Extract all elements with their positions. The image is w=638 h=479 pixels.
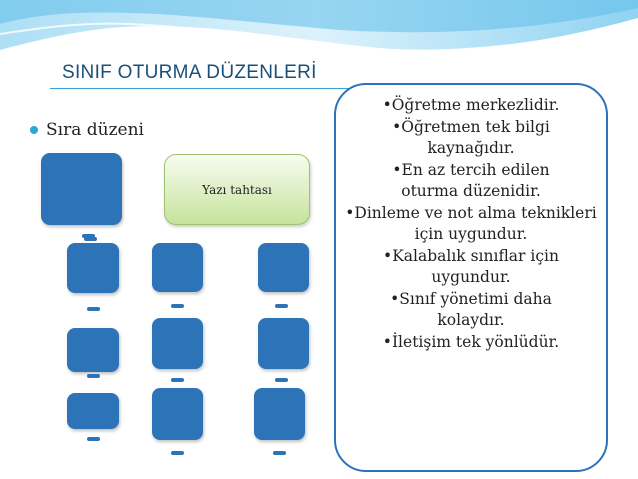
chair: [275, 304, 288, 308]
slide-title: SINIF OTURMA DÜZENLERİ: [62, 62, 317, 83]
student-desk: [67, 328, 119, 372]
note-item: •Öğretmen tek bilgi kaynağıdır.: [392, 117, 550, 157]
student-desk: [152, 318, 203, 369]
student-desk: [254, 388, 305, 440]
bullet-text: Sıra düzeni: [46, 120, 144, 140]
student-desk: [152, 243, 203, 292]
bullet-dot-icon: [30, 126, 38, 134]
chair: [273, 451, 286, 455]
note-item: •Kalabalık sınıflar için uygundur.: [383, 246, 559, 286]
chair: [171, 378, 184, 382]
notes-list: [338, 95, 604, 353]
chair: [87, 437, 100, 441]
notes-box: [334, 83, 608, 472]
bullet-item: [30, 120, 144, 140]
student-desk: [258, 243, 309, 292]
title-underline: [50, 88, 368, 89]
chair: [171, 304, 184, 308]
chair: [84, 237, 97, 241]
student-desk: [258, 318, 309, 369]
student-desk: [67, 243, 119, 293]
teacher-desk: [41, 153, 122, 225]
blackboard-label: Yazı tahtası: [202, 182, 272, 197]
note-item: •Dinleme ve not alma teknikleri için uygundur.: [345, 203, 597, 243]
chair: [171, 451, 184, 455]
note-item: •Sınıf yönetimi daha kolaydır.: [390, 289, 552, 329]
note-item: •İletişim tek yönlüdür.: [382, 332, 560, 351]
chair: [275, 378, 288, 382]
student-desk: [152, 388, 203, 440]
note-item: •Öğretme merkezlidir.: [382, 96, 560, 114]
chair: [87, 307, 100, 311]
student-desk: [67, 393, 119, 429]
blackboard: [164, 154, 310, 225]
chair: [87, 374, 100, 378]
note-item: •En az tercih edilen oturma düzenidir.: [392, 160, 550, 200]
